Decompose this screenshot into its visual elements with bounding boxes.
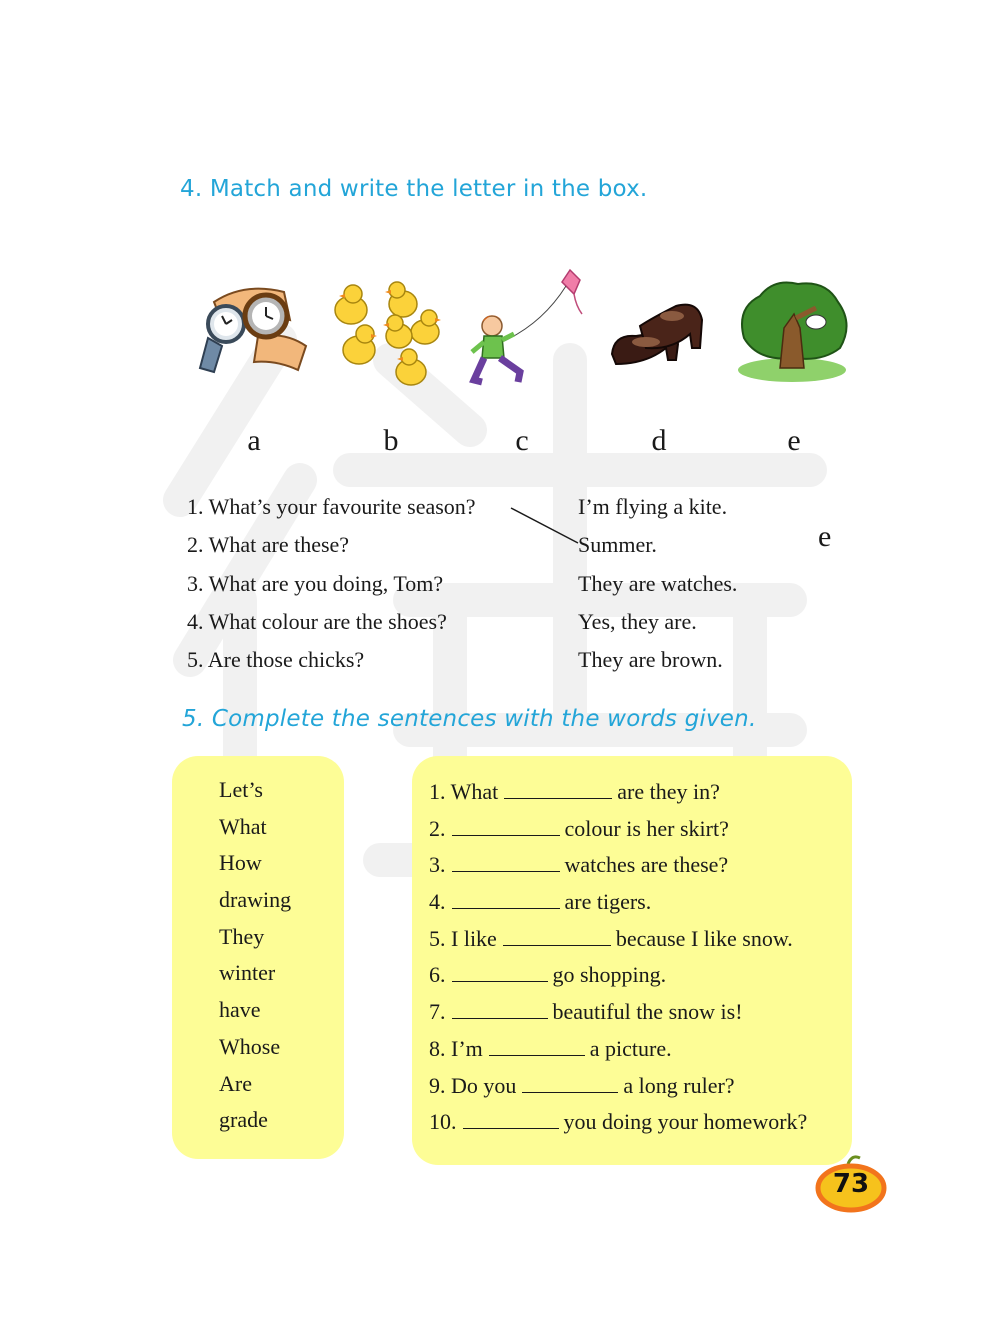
picture-letter-d: d [651,424,667,457]
question-list [187,488,476,679]
sentence-start: 2. [429,815,446,841]
answer-blank[interactable] [504,778,612,799]
summer-tree-icon [734,278,852,384]
sentence-box [412,756,852,1165]
picture-letter-e: e [787,424,801,457]
boy-flying-kite-icon [462,264,588,388]
shoes-icon [606,298,710,374]
sentence-item [429,847,852,884]
sentence-item [429,774,852,811]
sentence-item [429,1031,852,1068]
sentence-item [429,994,852,1031]
section-5-title: 5. Complete the sentences with the words given. [182,706,757,732]
sentence-item [429,884,852,921]
answer-blank[interactable] [452,815,560,836]
picture-letter-b: b [383,424,399,457]
answer-item: Summer. [578,532,657,558]
answer-blank[interactable] [489,1035,585,1056]
sentence-end: you doing your homework? [563,1109,808,1135]
answer-item: I’m flying a kite. [578,494,728,519]
sentence-item [429,1104,852,1141]
sentence-end: watches are these? [564,852,729,878]
sentence-start: 7. [429,999,446,1025]
answer-list [578,488,737,679]
question-item: 4. What colour are the shoes? [187,608,447,634]
sentence-end: colour is her skirt? [564,815,729,841]
word-bank-item: drawing [219,887,292,913]
sentence-start: 5. I like [429,925,497,951]
word-bank-item: grade [219,1107,268,1133]
watches-icon [194,280,310,376]
sentence-end: are tigers. [564,889,652,915]
example-answer-letter: e [818,520,832,553]
question-item: 3. What are you doing, Tom? [187,570,444,596]
answer-blank[interactable] [463,1108,559,1129]
answer-item: They are watches. [578,570,738,596]
sentence-start: 9. Do you [429,1072,517,1098]
sentence-item [429,957,852,994]
question-item: 5. Are those chicks? [187,647,365,673]
sentence-start: 4. [429,889,446,915]
word-bank-item: winter [219,960,276,986]
word-bank-item: have [219,997,261,1023]
answer-blank[interactable] [503,925,611,946]
sentence-end: beautiful the snow is! [552,999,743,1025]
sentence-start: 8. I’m [429,1035,483,1061]
answer-blank[interactable] [452,961,548,982]
question-item: 2. What are these? [187,532,350,558]
sentence-end: a picture. [589,1035,672,1061]
sentence-end: because I like snow. [615,925,793,951]
sentence-start: 3. [429,852,446,878]
answer-item: They are brown. [578,647,723,673]
word-bank-item: Are [219,1070,252,1096]
page-number: 73 [832,1169,870,1199]
answer-blank[interactable] [452,851,560,872]
word-bank-item: What [219,813,267,839]
sentence-end: go shopping. [552,962,667,988]
answer-blank[interactable] [452,888,560,909]
section-4-title: 4. Match and write the letter in the box. [180,176,648,202]
picture-letter-a: a [247,424,261,457]
sentence-start: 1. What [429,779,499,804]
chicks-icon [325,280,445,392]
sentence-end: are they in? [617,779,720,804]
word-bank [172,756,344,1159]
word-bank-item: Whose [219,1033,281,1059]
word-bank-item: How [219,850,262,876]
sentence-item [429,1068,852,1105]
word-bank-item: They [219,923,265,949]
sentence-item [429,921,852,958]
sentence-end: a long ruler? [623,1072,735,1098]
answer-blank[interactable] [522,1072,618,1093]
sentence-start: 6. [429,962,446,988]
sentence-start: 10. [429,1109,457,1135]
answer-item: Yes, they are. [578,608,697,634]
picture-letter-c: c [515,424,529,457]
word-bank-item: Let’s [219,777,263,802]
answer-blank[interactable] [452,998,548,1019]
page-number-badge [814,1154,888,1214]
question-item: 1. What’s your favourite season? [187,494,476,519]
sentence-item [429,811,852,848]
